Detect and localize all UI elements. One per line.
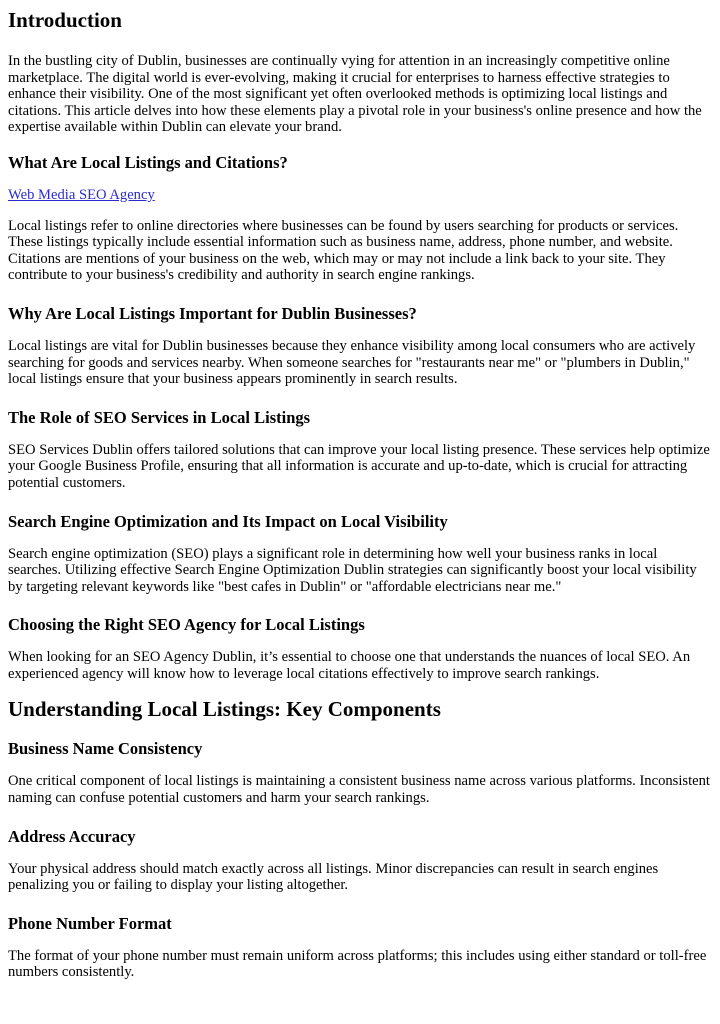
paragraph-seo-impact: Search engine optimization (SEO) plays a significant role in determining how well your business ranks in local searches. Utilizing effective Search Engine Optimization Dublin strategies can significantly boost your local visibility by targeting relevant keywords like "best cafes in Dublin" or "affordable electricians near me.": [8, 545, 697, 595]
article: [0, 7, 720, 981]
heading-business-name: Business Name Consistency: [8, 739, 203, 759]
heading-address-accuracy: Address Accuracy: [8, 826, 136, 846]
paragraph-business-name: One critical component of local listings is maintaining a consistent business name across various platforms. Inconsistent naming can confuse potential customers and harm your search rankings.: [8, 773, 710, 807]
heading-seo-impact: Search Engine Optimization and Its Impact on Local Visibility: [8, 511, 448, 531]
heading-introduction: Introduction: [8, 8, 122, 32]
link-paragraph: [8, 187, 712, 204]
heading-local-listings-citations: What Are Local Listings and Citations?: [8, 152, 288, 172]
paragraph-address-accuracy: Your physical address should match exactly across all listings. Minor discrepancies can result in search engines penalizing you or failing to display your listing altogether.: [8, 860, 659, 894]
heading-choosing-agency: Choosing the Right SEO Agency for Local Listings: [8, 615, 365, 635]
heading-role-of-seo: The Role of SEO Services in Local Listings: [8, 407, 311, 427]
paragraph-why-important: Local listings are vital for Dublin businesses because they enhance visibility among local consumers who are actively searching for goods and services nearby. When someone searches for "restaurants near me" or "plumbers in Dublin," local listings ensure that your business appears prominently in search results.: [8, 337, 696, 388]
heading-why-important: Why Are Local Listings Important for Dublin Businesses?: [8, 303, 417, 323]
paragraph-role-of-seo: SEO Services Dublin offers tailored solutions that can improve your local listing presence. These services help optimize your Google Business Profile, ensuring that all information is accurate and up-to-date, which is crucial for attracting potential customers.: [8, 441, 710, 491]
paragraph-choosing-agency: When looking for an SEO Agency Dublin, it’s essential to choose one that understands the nuances of local SEO. An experienced agency will know how to leverage local citations effectively to improve search rankings.: [8, 649, 691, 682]
paragraph-phone-format: The format of your phone number must remain uniform across platforms; this includes using either standard or toll-free numbers consistently.: [8, 947, 707, 981]
heading-phone-format: Phone Number Format: [8, 913, 172, 933]
paragraph-local-listings-citations: Local listings refer to online directories where businesses can be found by users searching for products or services. These listings typically include essential information such as business name, address, phone number, and website. Citations are mentions of your business on the web, which may or may not include a link back to your site. They contribute to your business's credibility and authority in search engine rankings.: [8, 217, 679, 284]
web-media-seo-agency-link[interactable]: Web Media SEO Agency: [8, 186, 155, 203]
paragraph-introduction: In the bustling city of Dublin, businesses are continually vying for attention in an increasingly competitive online marketplace. The digital world is ever-evolving, making it crucial for enterprises to harness effective strategies to enhance their visibility. One of the most significant yet often overlooked methods is optimizing local listings and citations. This article delves into how these elements play a pivotal role in your business's online presence and how the expertise available within Dublin can elevate your brand.: [8, 53, 702, 136]
heading-key-components: Understanding Local Listings: Key Components: [8, 697, 441, 722]
